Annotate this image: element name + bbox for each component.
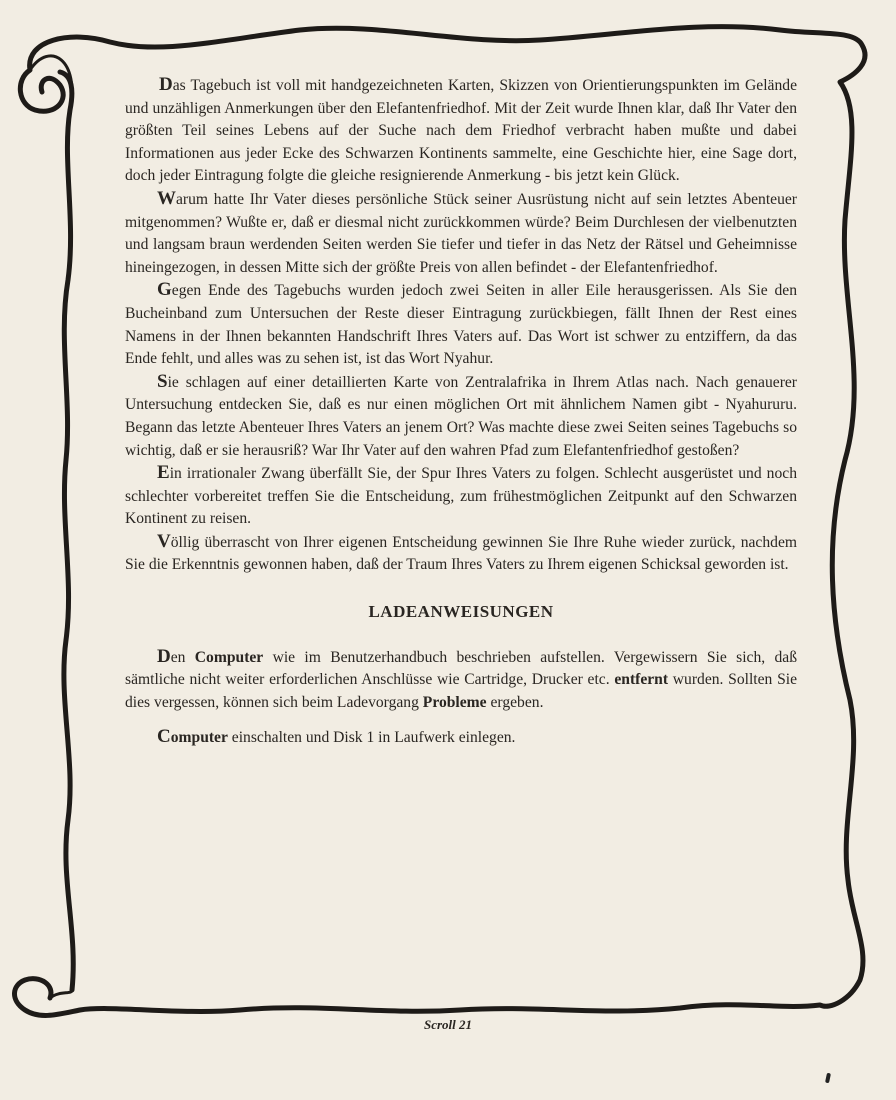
loading-paragraph-2 bbox=[125, 726, 797, 750]
bold-term: Computer bbox=[194, 648, 264, 666]
text-run: ergeben. bbox=[486, 693, 544, 711]
paragraph-text: in irrationaler Zwang überfällt Sie, der Spur Ihres Vaters zu folgen. Schlecht ausgerüstet und noch schlechter vorbereitet treffen Sie die Entscheidung, zum frühestmöglichen Zeitpunkt auf den Schwarzen Kontinent zu reisen. bbox=[125, 465, 797, 528]
drop-cap: C bbox=[157, 726, 171, 748]
text-run: wie im Benutzerhandbuch beschrieben aufstellen. Vergewissern Sie sich, daß sämtliche nicht weiter erforderlichen Anschlüsse wie Cartridge, Drucker etc. bbox=[125, 648, 797, 689]
text-run: wurden. Sollten Sie dies vergessen, können sich beim Ladevorgang bbox=[125, 671, 797, 711]
drop-cap: D bbox=[159, 74, 173, 95]
page-footer: Scroll 21 bbox=[423, 1017, 473, 1032]
paragraph-text: ie schlagen auf einer detaillierten Karte von Zentralafrika in Ihrem Atlas nach. Nach genauerer Untersuchung entdecken Sie, daß es nur einen möglichen Ort mit ähnlichem Namen gibt - Nyahururu. Begann das letzte Abenteuer Ihres Vaters an jenem Ort? Was machte diese zwei Seiten seines Tagebuchs so wichtig, daß er sie herausriß? War Ihr Vater auf den wahren Pfad zum Elefantenfriedhof gestoßen? bbox=[125, 373, 797, 459]
drop-cap: D bbox=[157, 645, 171, 667]
paragraph-3 bbox=[125, 279, 797, 370]
paragraph-2 bbox=[125, 188, 797, 279]
paragraph-5 bbox=[125, 462, 797, 531]
paragraph-6 bbox=[125, 531, 797, 577]
paragraph-4 bbox=[125, 371, 797, 462]
text-run: einschalten und Disk 1 in Laufwerk einlegen. bbox=[227, 729, 516, 747]
paragraph-text: egen Ende des Tagebuchs wurden jedoch zwei Seiten in aller Eile herausgerissen. Als Sie den Bucheinband zum Untersuchen der Reste dieser Eintragung zurückbiegen, fällt Ihnen der Rest eines Namens in der Ihnen bekannten Handschrift Ihres Vaters auf. Das Wort ist schwer zu entziffern, da das Ende fehlt, und alles was zu sehen ist, ist das Wort Nyahur. bbox=[125, 282, 797, 368]
bold-term: omputer bbox=[170, 729, 228, 747]
paragraph-text: as Tagebuch ist voll mit handgezeichneten Karten, Skizzen von Orientierungspunkten im Gelände und unzähligen Anmerkungen über den Elefantenfriedhof. Mit der Zeit wurde Ihnen klar, daß Ihr Vater den größten Teil seines Lebens auf der Suche nach dem Friedhof verbracht haben mußte und dabei Informationen aus jeder Ecke des Schwarzen Kontinents sammelte, eine Geschichte hier, eine Sage dort, doch jeder Eintragung folgte die gleiche resignierende Anmerkung - bis jetzt kein Glück. bbox=[125, 77, 797, 185]
paragraph-text: öllig überrascht von Ihrer eigenen Entscheidung gewinnen Sie Ihre Ruhe wieder zurück, nachdem Sie die Erkenntnis gewonnen haben, daß der Traum Ihres Vaters zu Ihrem eigenen Schicksal geworden ist. bbox=[125, 533, 797, 574]
drop-cap: S bbox=[157, 370, 168, 392]
drop-cap: V bbox=[157, 530, 171, 552]
loading-paragraph-1 bbox=[125, 646, 797, 715]
drop-cap: G bbox=[157, 279, 172, 301]
text-run: en bbox=[170, 648, 195, 666]
main-text bbox=[125, 74, 797, 762]
drop-cap: W bbox=[157, 187, 176, 209]
paragraph-text: arum hatte Ihr Vater dieses persönliche Stück seiner Ausrüstung nicht auf sein letztes Abenteuer mitgenommen? Wußte er, daß er diesmal nicht zurückkommen würde? Beim Durchlesen der vielbenutzten und langsam braun werdenden Seiten werden Sie tiefer und tiefer in das Netz der Rätsel und Geheimnisse hineingezogen, in dessen Mitte sich der größte Preis von allen befindet - der Elefantenfriedhof. bbox=[125, 190, 797, 276]
bold-term: Probleme bbox=[422, 693, 487, 711]
bold-term: entfernt bbox=[614, 671, 669, 689]
section-title: LADEANWEISUNGEN bbox=[368, 602, 554, 622]
paragraph-1 bbox=[125, 74, 797, 188]
drop-cap: E bbox=[157, 462, 170, 484]
